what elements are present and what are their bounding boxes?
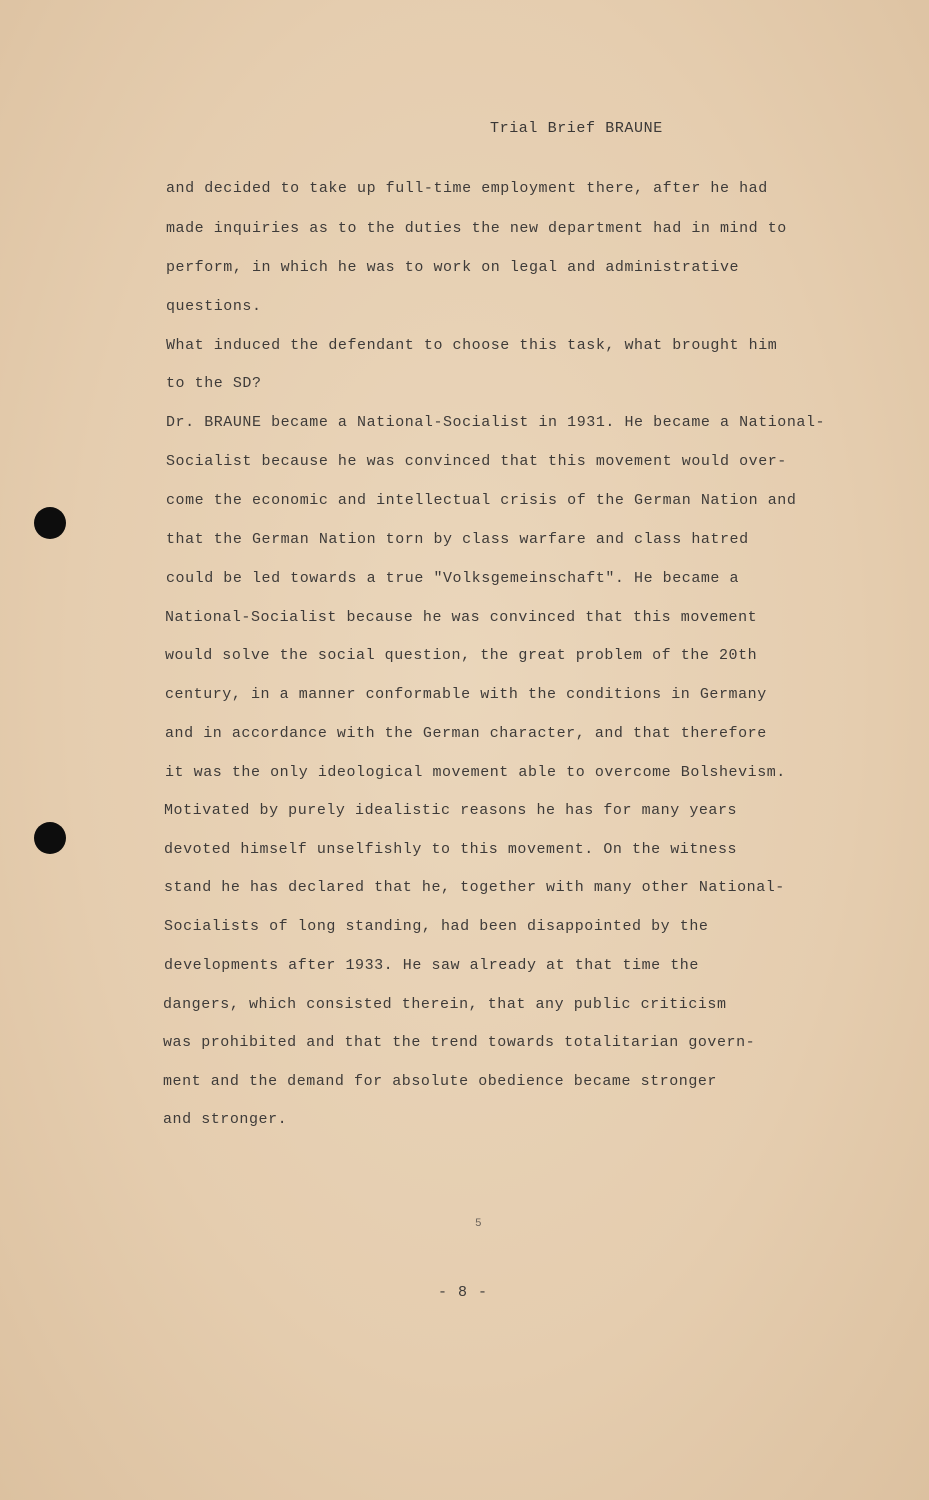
text-line: questions. — [166, 298, 262, 315]
text-line: it was the only ideological movement able to overcome Bolshevism. — [165, 764, 786, 781]
stray-mark: 5 — [475, 1218, 482, 1230]
text-line: Socialist because he was convinced that this movement would over- — [166, 453, 787, 470]
text-line: dangers, which consisted therein, that any public criticism — [163, 996, 727, 1013]
text-line: perform, in which he was to work on legal and administrative — [166, 259, 740, 276]
text-line: devoted himself unselfishly to this movement. On the witness — [164, 841, 738, 858]
text-line: come the economic and intellectual crisis of the German Nation and — [166, 492, 797, 509]
punch-hole — [34, 822, 66, 854]
text-line: Motivated by purely idealistic reasons he has for many years — [164, 802, 738, 819]
text-line: National-Socialist because he was convinced that this movement — [165, 609, 758, 626]
text-line: to the SD? — [166, 375, 262, 392]
document-header: Trial Brief BRAUNE — [490, 120, 663, 137]
text-line: that the German Nation torn by class warfare and class hatred — [166, 531, 749, 548]
text-line: would solve the social question, the great problem of the 20th — [165, 647, 758, 664]
text-line: stand he has declared that he, together with many other National- — [164, 879, 785, 896]
punch-hole — [34, 507, 66, 539]
text-line: and decided to take up full-time employment there, after he had — [166, 180, 768, 197]
text-line: developments after 1933. He saw already at that time the — [164, 957, 699, 974]
text-line: and in accordance with the German character, and that therefore — [165, 725, 767, 742]
text-line: What induced the defendant to choose this task, what brought him — [166, 337, 778, 354]
text-line: was prohibited and that the trend towards totalitarian govern- — [163, 1034, 756, 1051]
text-line: and stronger. — [163, 1111, 288, 1128]
text-line: ment and the demand for absolute obedience became stronger — [163, 1073, 717, 1090]
text-line: Dr. BRAUNE became a National-Socialist in 1931. He became a National- — [166, 414, 826, 431]
text-line: Socialists of long standing, had been disappointed by the — [164, 918, 709, 935]
text-line: could be led towards a true "Volksgemeinschaft". He became a — [166, 570, 740, 587]
text-line: century, in a manner conformable with the conditions in Germany — [165, 686, 767, 703]
text-line: made inquiries as to the duties the new department had in mind to — [166, 220, 787, 237]
page-number: - 8 - — [438, 1284, 489, 1301]
